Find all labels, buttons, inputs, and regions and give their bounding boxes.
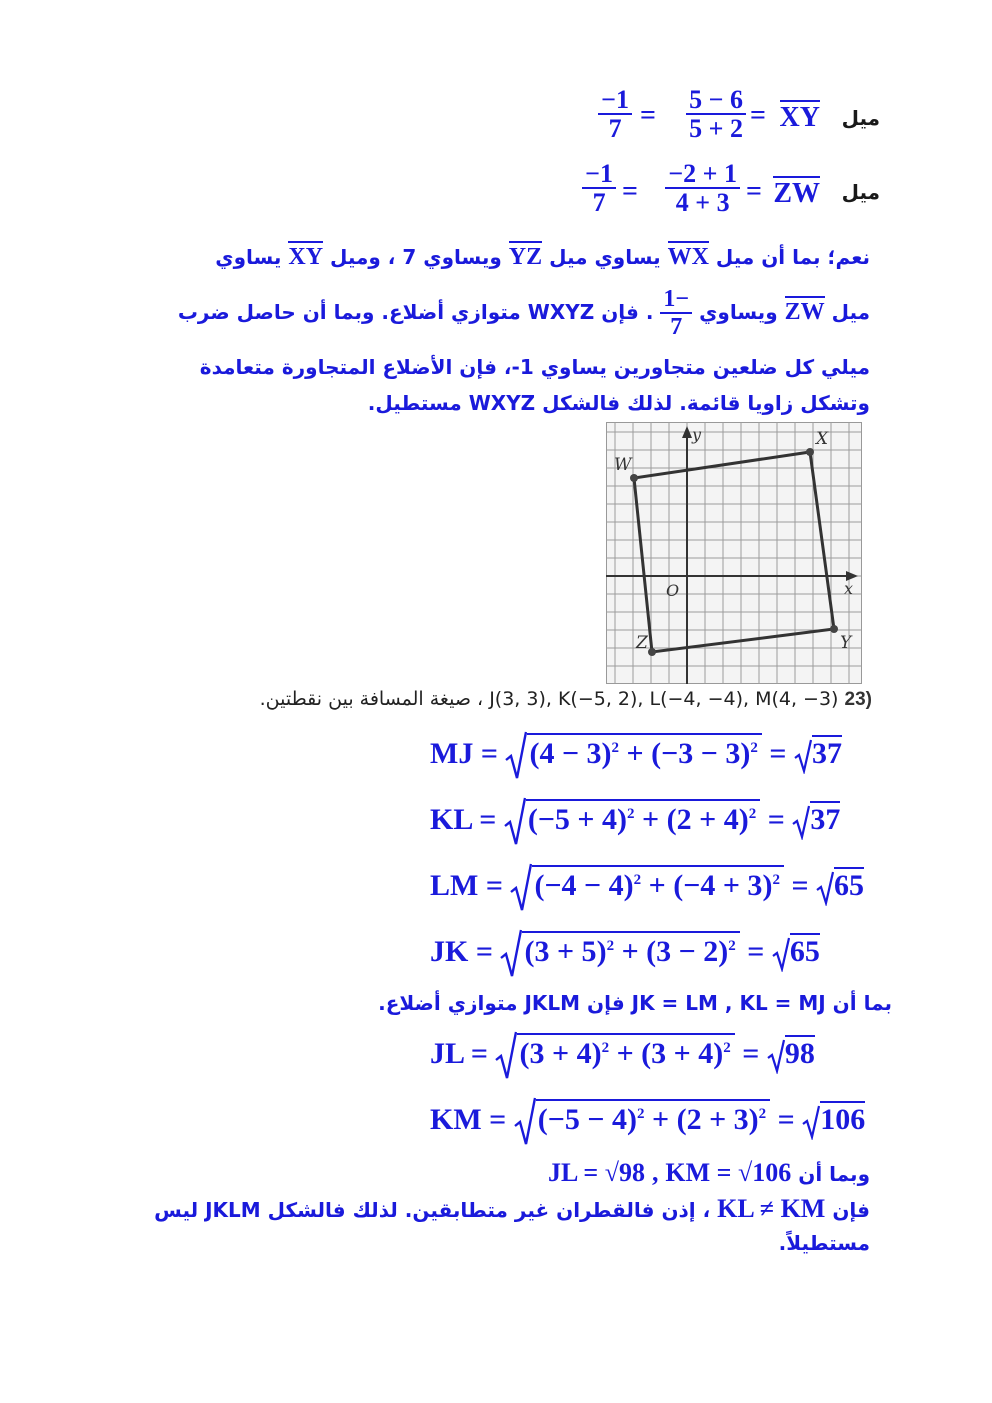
- equals-sign: =: [640, 100, 656, 131]
- slope-xy-segment: XY: [779, 102, 820, 133]
- segment-yz: YZ: [509, 241, 542, 270]
- result: 37: [811, 736, 842, 770]
- radical-icon: [510, 862, 532, 914]
- text: وبما أن: [798, 1162, 870, 1186]
- exponent: 2: [772, 871, 780, 888]
- slope-xy-frac1: [686, 86, 746, 144]
- frac-denominator: 7: [592, 188, 606, 218]
- problem-number: (23: [844, 689, 872, 710]
- text: مستطيلاً.: [778, 1231, 870, 1255]
- radical-icon: [504, 796, 526, 848]
- label-x-axis: x: [844, 579, 854, 598]
- exponent: 2: [728, 937, 736, 954]
- text: ميلي كل ضلعين متجاورين يساوي 1-، فإن الأضلاع المتجاورة متعامدة: [199, 355, 870, 379]
- problem-header: [260, 688, 872, 711]
- radical-icon: [792, 804, 810, 840]
- equals-sign: =: [622, 176, 638, 207]
- radical-icon: [794, 738, 812, 774]
- slope-zw-frac2: [582, 160, 616, 218]
- label-y-axis: y: [692, 425, 702, 444]
- slope-xy-frac2: [598, 86, 632, 144]
- equation-row: [430, 1030, 815, 1082]
- equation-row: [430, 1096, 865, 1148]
- radical-icon: [816, 870, 834, 906]
- slope-zw-segment: ZW: [773, 178, 820, 209]
- term-a: −5 + 4: [537, 802, 618, 836]
- radicand: $(3 + 4)^2 + (3 + 4)^2$: [517, 1033, 734, 1070]
- radicand: $(3 + 5)^2 + (3 - 2)^2$: [522, 931, 739, 968]
- equals-sign: =: [783, 868, 817, 902]
- km-value: KM = √106: [665, 1158, 792, 1187]
- radical-icon: [802, 1104, 820, 1140]
- exponent: 2: [611, 739, 620, 756]
- term-b: 3 + 4: [651, 1036, 714, 1070]
- segment-xy: XY: [288, 241, 323, 270]
- frac-denominator: 5 + 2: [689, 114, 743, 144]
- term-a: 4 − 3: [539, 736, 602, 770]
- label-z: Z: [636, 633, 648, 653]
- equation-row: [430, 928, 820, 980]
- conclusion-line-3: [600, 1226, 870, 1260]
- text: ويساوي: [699, 300, 778, 324]
- term-b: −4 + 3: [683, 868, 763, 902]
- equals-sign: =: [761, 736, 794, 770]
- frac-numerator: −2 + 1: [665, 160, 740, 189]
- term-a: −4 − 4: [544, 868, 624, 902]
- graph-svg: [606, 422, 862, 684]
- term-b: 2 + 3: [686, 1102, 749, 1136]
- radicand: $(-4 - 4)^2 + (-4 + 3)^2$: [532, 865, 784, 902]
- text: نعم؛ بما أن ميل: [715, 245, 870, 269]
- radicand: $(4 - 3)^2 + (-3 - 3)^2$: [527, 733, 761, 770]
- neg-one-seventh: [660, 287, 692, 341]
- frac-numerator: 5 − 6: [686, 86, 746, 115]
- label-origin: O: [666, 581, 680, 600]
- eq-name: LM: [430, 868, 479, 902]
- text: ويساوي 7 ، وميل: [330, 245, 502, 269]
- result: 65: [834, 868, 865, 902]
- term-a: 3 + 5: [534, 934, 597, 968]
- equals-sign: =: [468, 934, 501, 968]
- eq-name: JK: [430, 934, 469, 968]
- exponent: 2: [606, 937, 615, 954]
- frac-numerator: −1: [660, 287, 692, 314]
- exponent: 2: [636, 1105, 645, 1122]
- slope-zw-frac1: [665, 160, 740, 218]
- label-x: X: [816, 429, 829, 449]
- result: 65: [789, 934, 820, 968]
- equals-sign: =: [478, 868, 511, 902]
- term-b: 3 − 2: [656, 934, 719, 968]
- jl-value: JL = √98: [547, 1158, 645, 1187]
- slope-xy-row: [600, 86, 880, 158]
- conclusion-line-2: [130, 1192, 870, 1227]
- inequality: KL ≠ KM: [717, 1194, 826, 1223]
- equals-sign: =: [471, 802, 504, 836]
- exponent: 2: [633, 871, 642, 888]
- radical-icon: [514, 1096, 536, 1148]
- exponent: 2: [723, 1039, 731, 1056]
- equation-row: [430, 862, 864, 914]
- result: 98: [784, 1036, 815, 1070]
- segment-zw: ZW: [785, 296, 825, 325]
- explanation-line-3: [150, 350, 870, 384]
- explanation-line-1: [150, 240, 870, 274]
- equation-row: [430, 796, 840, 848]
- eq-name: JL: [430, 1036, 464, 1070]
- radical-icon: [500, 928, 522, 980]
- text: يساوي ميل: [549, 245, 661, 269]
- exponent: 2: [750, 739, 758, 756]
- text: . فإن WXYZ متوازي أضلاع. وبما أن حاصل ضرب: [177, 300, 654, 324]
- point-w: [630, 474, 638, 482]
- point-x: [806, 448, 814, 456]
- eq-name: KL: [430, 802, 472, 836]
- exponent: 2: [627, 805, 635, 822]
- result: 37: [810, 802, 841, 836]
- radicand: $(-5 + 4)^2 + (2 + 4)^2$: [526, 799, 760, 836]
- coordinate-graph: [606, 422, 862, 684]
- problem-text: J(3, 3), K(−5, 2), L(−4, −4), M(4, −3) ، صيغة المسافة بين نقطتين.: [259, 688, 839, 710]
- explanation-line-4: [150, 386, 870, 420]
- equals-sign: =: [481, 1102, 514, 1136]
- equation-row: [430, 730, 842, 782]
- term-b: −3 − 3: [661, 736, 741, 770]
- slope-zw-row: [580, 160, 880, 232]
- text: ميل: [831, 300, 870, 324]
- conclusion-line-1: [500, 1156, 870, 1191]
- equals-sign: =: [463, 1036, 496, 1070]
- equals-sign: =: [760, 802, 793, 836]
- slope-zw-label: ميل: [841, 180, 880, 204]
- radical-icon: [767, 1038, 785, 1074]
- point-z: [648, 648, 656, 656]
- exponent: 2: [748, 805, 757, 822]
- label-w: W: [614, 455, 632, 475]
- term-a: −5 − 4: [547, 1102, 627, 1136]
- equals-sign: =: [750, 100, 766, 131]
- comma: ,: [651, 1158, 659, 1187]
- point-y: [830, 625, 838, 633]
- radical-icon: [505, 730, 527, 782]
- frac-denominator: 7: [608, 114, 622, 144]
- radicand: $(-5 - 4)^2 + (2 + 3)^2$: [536, 1099, 770, 1136]
- equals-sign: =: [746, 176, 762, 207]
- radical-icon: [495, 1030, 517, 1082]
- equals-sign: =: [473, 736, 506, 770]
- result: 106: [820, 1102, 866, 1136]
- exponent: 2: [601, 1039, 610, 1056]
- term-a: 3 + 4: [529, 1036, 592, 1070]
- text: بما أن JK = LM , KL = MJ فإن JKLM متوازي أضلاع.: [378, 991, 892, 1015]
- radical-icon: [772, 936, 790, 972]
- segment-wx: WX: [668, 241, 709, 270]
- text: وتشكل زاويا قائمة. لذلك فالشكل WXYZ مستطيل.: [367, 391, 870, 415]
- eq-name: MJ: [430, 736, 474, 770]
- equals-sign: =: [739, 934, 772, 968]
- slope-xy-label: ميل: [841, 106, 880, 130]
- frac-denominator: 4 + 3: [675, 188, 730, 218]
- term-b: 2 + 4: [676, 802, 739, 836]
- exponent: 2: [758, 1105, 767, 1122]
- frac-numerator: −1: [598, 86, 632, 115]
- text: يساوي: [215, 245, 282, 269]
- label-y: Y: [840, 633, 852, 653]
- equals-sign: =: [734, 1036, 767, 1070]
- text: ، إذن فالقطران غير متطابقين. لذلك فالشكل JKLM ليس: [154, 1198, 711, 1222]
- frac-denominator: 7: [670, 313, 683, 340]
- since-line: [280, 986, 892, 1020]
- explanation-line-2: [120, 284, 870, 344]
- equals-sign: =: [770, 1102, 803, 1136]
- text: فإن: [832, 1198, 870, 1222]
- frac-numerator: −1: [582, 160, 616, 189]
- eq-name: KM: [430, 1102, 482, 1136]
